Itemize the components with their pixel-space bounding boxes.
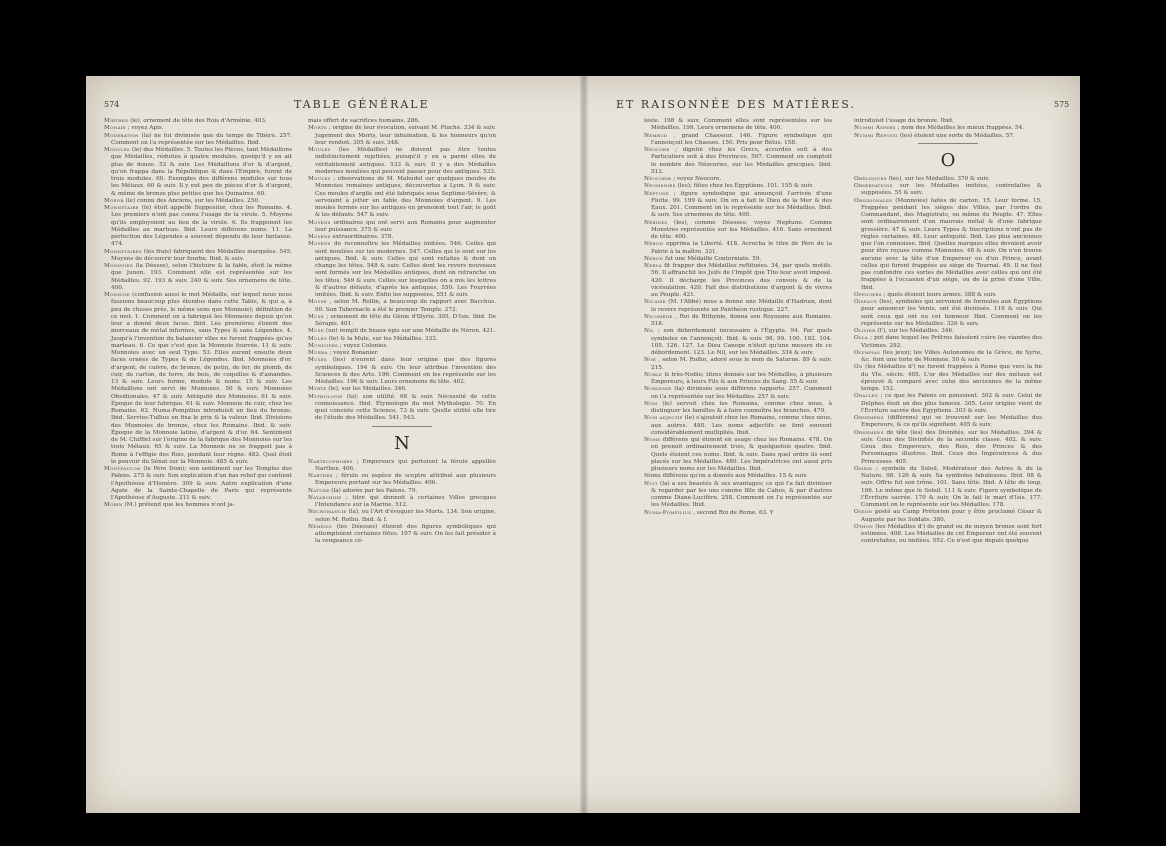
entry-headword: Monnoie (104, 292, 130, 298)
entry-headword: Oracles (854, 393, 879, 400)
entry-headword: Moules (308, 147, 331, 153)
index-entry (854, 299, 1042, 328)
entry-text: (les Déesses) étoient des figures symboliques qui attemptoient certaines fêtes. 197 & suiv. On les fait présider à la vengeance cé- (315, 523, 496, 545)
index-entry (104, 249, 292, 264)
entry-headword: Nartecophores (308, 458, 353, 465)
entry-headword: Noble (644, 371, 663, 378)
index-entry (644, 241, 832, 256)
entry-text: (la); son utilité. 68 & suiv. Nécessité de cette connoissance. Ibid. Étymologie du mot Mythologie. 70. En quoi consiste cette Science. 73 & suiv. Quelle utilité elle tire de l'étude des Médailles. 541. 543. (315, 393, 496, 422)
entry-headword: Olympias (854, 349, 881, 356)
index-entry (104, 466, 292, 502)
entry-text: (les), comme Déesses; voyez Neptune. Comme Monstres représentés sur les Médailles. 416. Sans ornement de tête. 400. (651, 219, 832, 240)
entry-text: sur les Médailles imitées, contrefaites & supposées. 55 & suiv. (861, 183, 1042, 197)
entry-text: ; voyez Colonies. (337, 342, 389, 349)
index-entry (308, 125, 496, 147)
entry-text: de tête (les) des Divinités, sur les Médailles. 394 & suiv. Ceux des Divinités de la seconde classe. 402. & suiv. Ceux des Empereurs, des Rois, des Princes & des Personnages illustres. Ibid. Ceux des Impératrices & des Princesses. 405. (861, 429, 1042, 465)
index-entry (644, 183, 832, 190)
index-entry (308, 343, 496, 350)
entry-text: fut une Médaille Contorniate. 59. (663, 255, 762, 262)
entry-text: ; dignité chez les Grecs, accordée soit à des Particuliers soit à des Provinces. 507. Comment on comptoit le nombre des Néocories, sur les Médailles grecques. Ibid. 512. (651, 147, 832, 175)
entry-text: (la) adorée par les Païens. 79. (329, 487, 418, 494)
page-number: 575 (1054, 100, 1070, 109)
entry-headword: Ornemens (854, 429, 884, 436)
entry-headword: Monnetaires (104, 248, 142, 255)
index-column (854, 118, 1042, 546)
index-entry (854, 364, 1042, 393)
index-entry (644, 510, 832, 517)
index-entry (104, 502, 292, 509)
index-entry (644, 328, 832, 357)
index-entry (104, 205, 292, 249)
index-entry (104, 133, 292, 148)
entry-text: (la) a ses beautés & ses avantages; ce qui l'a fait diviniser & regarder par les uns comme fille du Cahos, & par d'autres comme Diane-Lucifère. 258. Comment on l'a représentée sur les Médailles. Ibid. (651, 480, 832, 509)
entry-text: ; voyez Néocore. (671, 176, 722, 182)
index-entry (644, 372, 832, 387)
index-entry (308, 394, 496, 423)
entry-headword: Néron (644, 255, 664, 262)
index-entry (644, 386, 832, 401)
index-entry (854, 350, 1042, 365)
index-entry (308, 459, 496, 474)
index-entry (104, 147, 292, 198)
index-entry (308, 299, 496, 314)
entry-headword: Modules (104, 147, 131, 153)
entry-headword: Nummi Aspers (854, 125, 896, 132)
entry-text: (le) servoit chez les Romains, comme chez nous, à distinguer les familles & à faire connoître les branches. 479. (651, 400, 832, 414)
section-letter: N (394, 432, 410, 454)
index-entry (644, 314, 832, 329)
entry-text: ; ornement de tête du Génie d'Illyrie. 395. D'Isis. Ibid. De Sérapis. 401. (315, 313, 496, 327)
index-entry (308, 488, 496, 495)
entry-headword: Noms (644, 437, 661, 443)
entry-text: (la) ne fut divinisée que du temps de Tibère. 257. Comment on l'a représentée sur les Médailles. Ibid. (111, 132, 292, 146)
entry-text: (le) s'ajoutoit chez les Romains, comme chez nous, aux autres. 480. Les noms adjectifs se font souvent considérablement multipliés. Ibid. (651, 415, 832, 436)
index-entry (308, 241, 496, 299)
book-gutter (580, 76, 588, 813)
entry-headword: Moules (308, 176, 331, 182)
entry-text: (les); fêtes chez les Égyptiens. 101. 155 & suiv. (675, 183, 814, 190)
entry-headword: Othon (854, 523, 874, 530)
entry-headword: Neptune (644, 190, 670, 197)
entry-headword: Neomenies (644, 183, 676, 190)
entry-headword: Nom adjectif (644, 415, 683, 422)
entry-headword: Néocorie (644, 176, 672, 182)
running-head: TABLE GÉNÉRALE (294, 98, 430, 111)
entry-headword: Officiers (854, 291, 882, 298)
entry-headword: Monaie (104, 125, 126, 132)
entry-headword: Mirthes (104, 118, 129, 124)
index-entry (854, 198, 1042, 292)
entry-headword: Moyens (308, 241, 331, 248)
entry-text: ; titre qui donnoit à certaines Villes grecques l'Intendance sur la Marine. 512. (315, 494, 496, 508)
entry-text: (le) étoit appellé Suppositor, chez les Romains. 4. Les premiers n'ont pas connu l'usage de la virole. 5. Moyens qu'ils employoient au lieu de la virole. 6. Ils frappoient les Médailles au marteau. Ibid. Leurs différens noms. 11. La perfection des Légendes a souvent dépendu de leur fantaisie. 474. (111, 205, 292, 248)
entry-text: ordinaires qui ont servi aux Romains pour augmenter leur puissance. 375 & suiv. (315, 219, 496, 233)
entry-text: Noms différens qu'on a donnés aux Médailles. 15 & suiv. (644, 473, 808, 480)
index-entry (644, 256, 832, 263)
entry-text: ; symbole du Soleil, Modérateur des Astres & de la Nature. 98. 126 & suiv. Sa symboles fabuleuses. Ibid. 98 & suiv. Offris fut son trône. 101. Sans tête. Ibid. A tête de loup. 106. Le même que le Soleil. 111 & suiv. Figure symbolique de l'Écriture sacrée. 170 & suiv. On le fait le mari d'Isis. 177. Comment on le représente sur les Médailles. 178. (861, 465, 1042, 508)
entry-text: ; voyez Bonanier. (327, 350, 379, 356)
index-entry (104, 263, 292, 292)
index-entry (644, 147, 832, 176)
entry-headword: Osson (854, 509, 873, 516)
entry-text: (le), sur les Médailles. 346. (326, 386, 407, 393)
entry-headword: Nicomède (644, 313, 673, 320)
index-entry (308, 509, 496, 524)
entry-headword: Mules (308, 335, 328, 342)
entry-text: (le), ornement de tête des Rois d'Arménie. 403. (128, 118, 267, 124)
entry-text: fit frapper des Médailles reftituées. 34, par quels motifs. 56. Il affranchit les Juifs de l'Impôt que Tito leur avoit imposé. 420. Il décharge les Provinces des convois & de la vicésulation. 420. Fait des distributions d'argent & de vivres au Peuple. 421. (651, 263, 832, 298)
entry-text: , selon M. Rollin, a beaucoup de rapport avec Bacchus. 90. Son Tabernacle a été le premier Temple. 272. (315, 299, 496, 313)
section-letter: O (940, 149, 956, 171)
entry-text: introduisit l'usage du bronze. Ibid. (854, 118, 954, 124)
entry-text: (M.) prétend que les hommes n'ont ja- (122, 502, 235, 509)
index-entry (854, 125, 1042, 132)
index-entry (644, 220, 832, 242)
index-column (308, 118, 496, 546)
index-entry (104, 118, 292, 125)
index-entry (854, 509, 1042, 524)
entry-headword: Murra (308, 350, 328, 356)
entry-text: , second Roi de Rome. 63. Y (691, 509, 774, 516)
entry-headword: Noé (644, 357, 657, 364)
entry-headword: Monnetaire (104, 205, 139, 211)
entry-text: (les) n'eurent dans leur origine que des figures symboliques. 194 & suiv. On leur attribue l'invention des Sciences & des Arts. 196. Comment on les représente sur les Médailles. 196 & suiv. Leurs ornemens de tête. 402. (315, 357, 496, 385)
entry-headword: Nom (644, 400, 658, 407)
entry-headword: Moyens (308, 219, 331, 226)
index-entry (854, 466, 1042, 510)
index-entry (854, 430, 1042, 466)
entry-text: ; pot dans lequel les Prêtres faisoient cuire les viandes des Victimes. 292. (861, 335, 1042, 349)
index-entry (644, 401, 832, 416)
index-entry (644, 118, 832, 133)
index-entry (308, 473, 496, 488)
index-entry (308, 357, 496, 386)
entry-headword: Mythologie (308, 393, 343, 400)
entry-headword: Moyens (308, 234, 331, 240)
book-spread (86, 76, 1080, 813)
index-entry (854, 292, 1042, 299)
entry-text: (le) connu des Anciens, sur les Médailles. 250. (123, 197, 260, 204)
entry-text: (les Médailles d') de grand ou de moyen bronze sont fort estimées. 408. Les Médailles de cet Empereur ont été souvent contrefaites, ou imitées. 552. Ce n'est que depuis quelque (861, 523, 1042, 545)
index-entry (308, 220, 496, 235)
entry-headword: Morin (104, 502, 123, 509)
index-column (644, 118, 832, 517)
index-entry (854, 524, 1042, 546)
entry-headword: On (854, 364, 863, 371)
entry-headword: Olla (854, 335, 869, 342)
entry-headword: Némésis (308, 523, 333, 530)
entry-text: (le Père Dom); son sentiment sur les Temples des Païens. 275 & suiv. Son explication d'un bas relief qui contient l'Apothéose d'Homère. 309 & suiv. Autre explication d'une Agate de la Sainte-Chapelle de Paris qui représente l'Apothéose d'Auguste. 311 & suiv. (111, 466, 292, 501)
index-entry (644, 481, 832, 510)
entry-headword: Narthex (308, 473, 333, 479)
index-entry (308, 495, 496, 510)
index-column (104, 118, 292, 510)
entry-headword: Ornemens (854, 415, 884, 421)
index-entry (104, 198, 292, 205)
index-entry (644, 473, 832, 480)
entry-text: ; voyez Apis. (125, 125, 164, 132)
index-entry (644, 191, 832, 220)
entry-text: ; nom des Médailles les mieux frappées. 54. (895, 125, 1025, 132)
index-entry (308, 314, 496, 329)
index-entry (308, 176, 496, 220)
index-entry (644, 437, 832, 473)
entry-text: (l'), sur les Médailles. 346. (875, 328, 954, 334)
entry-headword: Nil (644, 328, 655, 335)
entry-headword: Nummi Reposti (854, 132, 898, 139)
right-page (588, 76, 1080, 813)
entry-text: opprima la Liberté. 418. Acrocha le titre de Père de la Patrie à la maître. 331. (651, 241, 832, 255)
entry-headword: Moyse (308, 299, 327, 306)
entry-headword: Municipes (308, 342, 338, 349)
entry-headword: Myrte (308, 386, 327, 393)
entry-text: ; observations de M. Mahudel sur quelques moules de Monnoies romaines antiques, découvertes à Lyon. 9 & suiv. Ces moules d'argile ont été fabriqués sous Septime-Sévère, & servoient à jetter en fable des Monnoies d'argent. 9. Les moules fermés sur les antiques en prenoient tout l'air, le goût & les défauts. 547 & suiv. (315, 176, 496, 219)
entry-headword: Nature (308, 487, 330, 494)
entry-headword: Muses (308, 357, 328, 364)
entry-text: , selon M. Rollin, adoré sous le nom de Saturne. 89 & suiv. 215. (651, 357, 832, 371)
entry-headword: Neocore (644, 147, 670, 153)
entry-headword: Muse (308, 328, 325, 335)
entry-headword: Olivier (854, 328, 876, 334)
entry-text: (les Médailles d') ne furent frappées à Rome que vers la fin du VIe. siècle. 405. L'or des Médailles sur des métaux est éprouvé & comparé avec celui des anciennes de la même temps. 152. (861, 364, 1042, 392)
index-entry (308, 336, 496, 343)
index-entry (644, 133, 832, 148)
entry-text: différens qui étoient en usage chez les Romains. 478. On en prenoit ordinairement trois, & quelquefois quatre. Ibid. Quels étoient ces noms. Ibid. & suiv. Dans quel ordre ils sont placés sur les Médailles. 480. Les Impératrices ont aussi pris plusieurs noms sur les Médailles. Ibid. (651, 437, 832, 472)
entry-text: ; quels étoient leurs armes. 388 & suiv. (881, 291, 997, 298)
index-entry (104, 125, 292, 132)
entry-headword: Navarchide (308, 494, 342, 501)
index-entry (854, 176, 1042, 183)
entry-text: (les), symboles qui servoient de formules aux Égyptiens pour annoncer les Vents, ont été divinisés. 116 & suiv. Qui sont ceux qui ont eu cet honneur. Ibid. Comment on les représente sur les Médailles. 326 & suiv. (861, 299, 1042, 327)
entry-text: ; férule ou espèce de sceptre attribué aux plusieurs Empereurs portant sur les Médailles. 406. (315, 473, 496, 487)
section-rule (372, 426, 432, 427)
entry-text: (M. l'Abbé) nous a donné une Médaille d'Hadrien, dont le revers représente un Panthéon rustique. 227. (651, 299, 832, 313)
entry-text: (les) étoient une sorte de Médailles. 57. (898, 132, 1015, 139)
entry-text: ; son débordement nécessaire à l'Égypte. 94. Par quels symboles on l'annonçoit. Ibid. & suiv. 98. 99. 100. 102. 104. 105. 126. 127. Le Dieu Canope n'étoit qu'une mesure de ce débordement. 123. Le Nil, sur les Médailles. 334 & suiv. (651, 328, 832, 356)
entry-text: mais offert de sacrifices humains. 286. (308, 118, 420, 124)
entry-text: (le) des Médailles. 5. Toutes les Pièces, tant Médaillons que Médailles, réduites à quatre modules, quoiqu'il y en ait plus de douze. 52 & suiv. Les Médaillons d'or & d'argent, qu'on frappa dans la République & dans l'Empire, furent de trois modules. 60. Exemples des différens modules sur tous les Métaux. 60 & suiv. Il y eut peu de pièces d'or & d'argent, & même de bronze plus petites que les Quinaires. 60. (111, 147, 292, 197)
entry-headword: Nemrod (644, 132, 668, 139)
index-entry (854, 415, 1042, 430)
entry-text: & très-Noble; titres donnés sur les Médailles, à plusieurs Empereurs, à leurs Fils & aux Princes du Sang. 55 & suiv. (651, 371, 832, 385)
entry-headword: Nérides (644, 219, 668, 226)
entry-text: extraordinaires. 378. (330, 234, 394, 240)
entry-text: , grand Chasseur. 146. Figure symbolique qui l'annonçoit les Chasses. 150. Pris pour Bélus. 158. (651, 132, 832, 146)
entry-headword: Montfaucon (104, 466, 141, 472)
index-entry (854, 183, 1042, 198)
index-entry (644, 263, 832, 299)
section-rule (918, 143, 978, 144)
entry-text: ; ce que les Païens en pensoient. 302 & suiv. Celui de Delphes étoit un des plus fameux. 305. Leur origine vient de l'Écriture sacrée des Égyptiens. 303 & suiv. (861, 393, 1042, 414)
index-entry (308, 524, 496, 546)
entry-text: (confusion aussi le mot Médaille, sur lequel nous nous fussions beaucoup plus étendus dans cette Table, & qui a, à peu de choses près, le même sens que Monnoie); définition de ce mot. 1. Comment on a fabriqué les Monnoies depuis qu'on leur a donné deux faces. Ibid. Les premières étoient des morceaux de métal informes, sans Types & sans Légendes. 4. Jusqu'à l'invention du balancier elles ne furent frappées qu'au marteau. 6. Ce que c'est que la Monnoie fourrée. 11 & suiv. Monnoies avec un seul Type. 53. Elles eurent ensuite deux faces ornées de Types & de Légendes. Ibid. Monnoies d'or, d'argent, de cuivre, de bronze, de potin, de fer, de plomb, de cuir, de carton, de terre, de bois, de coquilles & d'amandes. 13 & suiv. Leurs forme, module & noms. 15 & suiv. Les Médaillons ont servi de Monnoies. 50 & suiv. Monnoies Obsidionales. 47 & suiv. Antiquité des Monnoies. 61 & suiv. Époque de leur fabrique. 61 & suiv. Monnoie de cuir, chez les Romains. 62. Numa-Pompilius introduisit en lieu du bronze. Ibid. Servius-Tullius en fixa le prix & la valeur. Ibid. Divisions des Monnoies de bronze, chez les Romains. Ibid. & suiv. Époque de la Monnoie latine, d'argent & d'or. 64. Sentiment de M. Chifflet sur l'origine de la fabrique des Monnoies sur les trois Métaux. 65 & suiv. La Monnoie ne se frappoit pas à Rome à l'effigie des Rois, pendant leur règne. 482. Quel étoit le pouvoir du Sénat sur la Monnoie. 485 & suiv. (111, 292, 292, 465)
entry-text: (la), ou l'Art d'évoquer les Morts. 134. Son origine, selon M. Rollin. Ibid. & f. (315, 509, 496, 523)
entry-headword: Moeor (104, 197, 124, 204)
entry-headword: Oiseaux (854, 299, 878, 305)
entry-headword: Nuit (644, 480, 658, 487)
index-entry (644, 357, 832, 372)
index-entry (104, 292, 292, 466)
index-entry (854, 393, 1042, 415)
entry-headword: Noblesse (644, 386, 672, 393)
entry-text: ; Empereurs qui portoient la férule appellée Narthex. 406. (315, 458, 496, 472)
index-entry (854, 133, 1042, 140)
entry-headword: Nerva (644, 263, 662, 269)
entry-headword: Obélisques (854, 175, 887, 182)
entry-text: ; figure symbolique qui annonçoit l'arrivée d'une Flotte. 99. 199 & suiv. On en a fait le Dieu de la Mer & des Eaux. 201. Comment on le représente sur les Médailles. Ibid. & suiv. Ses ornemens de tête. 400. (651, 190, 832, 219)
entry-text: (le) & la Mule, sur les Médailles. 332. (327, 335, 438, 342)
entry-text: (les jeux); les Villes Autonomes de la Grèce, de Syrie, &c. font une forte de Monnoie. 50 & suiv. (861, 349, 1042, 363)
entry-headword: Nicaise (644, 299, 666, 306)
index-entry (854, 335, 1042, 350)
entry-text: posté au Camp Prétorien pour y être proclamé César & Auguste par les Soldats. 380. (861, 509, 1042, 523)
index-entry (308, 147, 496, 176)
entry-text: (les Médailles) ne doivent pas être toutes indistinctement rejettées, puisqu'il y en a parmi elles de véritablement antiques. 533 & suiv. Il y a des Médailles modernes moulées qui peuvent passer pour des antiques. 533. (315, 147, 496, 175)
entry-text: (Monnoies) faites de carton. 15. Leur forme. 15. Frappées pendant les sièges des Villes, par l'ordre du Commandant, des Magistrats, ou même du Peuple. 47. Elles sont ordinairement d'un mauvais métal & d'une fabrique grossière. 47 & suiv. Leurs Types & Inscriptions n'ont pas de règles certaines. 48. Leur antiquité. Ibid. Les plus anciennes que l'on connoisse. Ibid. Quelles marques elles devoient avoir pour être reçues comme Monnoies. 48 & suiv. On n'en trouve aucune avec la tête d'un Empereur ou d'un Prince, avant celles qui furent frappées au siège de Tournai. 49. Il ne faut pas confondre ces sortes de Médailles avec celles qui ont été frappées à l'occasion d'un siège, ou de la prise d'une Ville. Ibid. (861, 197, 1042, 291)
entry-text: (les frais) fabriquent des Médailles marquées. 545. Moyens de découvrir leur fourbe. Ibid. & suiv. (111, 248, 292, 262)
entry-text: leste. 198 & suiv. Comment elles sont représentées sur les Médailles. 199. Leurs ornemens de tête. 400. (644, 118, 832, 132)
entry-headword: Necromancie (308, 509, 347, 516)
entry-headword: Osiris (854, 465, 873, 472)
entry-text: de reconnoître les Médailles imitées. 546. Celles qui sont moulées sur les modernes. 547. Celles qui le sont sur les antiques. Ibid. & suiv. Celles qui sont refaites & dont on change les têtes. 548 & suiv. Celles dont les revers nouveaux sont formés sur les Médailles antiques, dont on retranche un les têtes. 549 & suiv. Celles sur lesquelles on a mis les lettres & d'autres défauts, d'après les antiques. 550. Les Fourrées imitées. Ibid. & suiv. Enfin les supposées. 551 & suiv. (315, 241, 496, 298)
entry-headword: Muse (308, 313, 325, 320)
entry-headword: Moderation (104, 132, 139, 139)
index-entry (644, 299, 832, 314)
entry-headword: Monnoies (104, 263, 134, 269)
entry-text: ; origine de leur évocation, suivant M. Pluche. 334 & suiv. Jugement des Morts, leur inhumation, & les honneurs qu'on leur rendoit. 305 & suiv. 348. (315, 125, 496, 146)
entry-text: (les), sur les Médailles. 370 & suiv. (886, 175, 990, 182)
entry-headword: Néron (644, 241, 664, 248)
entry-text: (la) divinisée sous différens rapports. 257. Comment on l'a représentée sur les Médailles. 257 & suiv. (651, 386, 832, 400)
entry-headword: Obsidionales (854, 197, 893, 204)
entry-text: (la Déesse), selon l'histoire & la fable, étoit la même que Junon. 193. Comment elle est représentée sur les Médailles. 92. 193 & suiv. 240 & suiv. Ses ornemens de tête. 400. (111, 263, 292, 291)
entry-headword: Observations (854, 183, 893, 189)
running-head: ET RAISONNÉE DES MATIÈRES. (616, 98, 856, 111)
index-entry (644, 415, 832, 437)
entry-headword: Morts (308, 125, 327, 132)
entry-headword: Numa-Pompilius (644, 509, 692, 516)
index-entry (308, 328, 496, 335)
entry-text: (différens) qui se trouvent sur les Médailles des Empereurs, & ce qu'ils signifient. 405 & suiv. (861, 415, 1042, 429)
entry-text: , Roi de Bithynie, donna son Royaume aux Romains. 518. (651, 313, 832, 327)
left-page (86, 76, 580, 813)
entry-text: (un) rempli de beaux épis sur une Médaille de Néron. 421. (324, 328, 496, 335)
page-number: 574 (104, 100, 120, 109)
index-entry (308, 386, 496, 393)
